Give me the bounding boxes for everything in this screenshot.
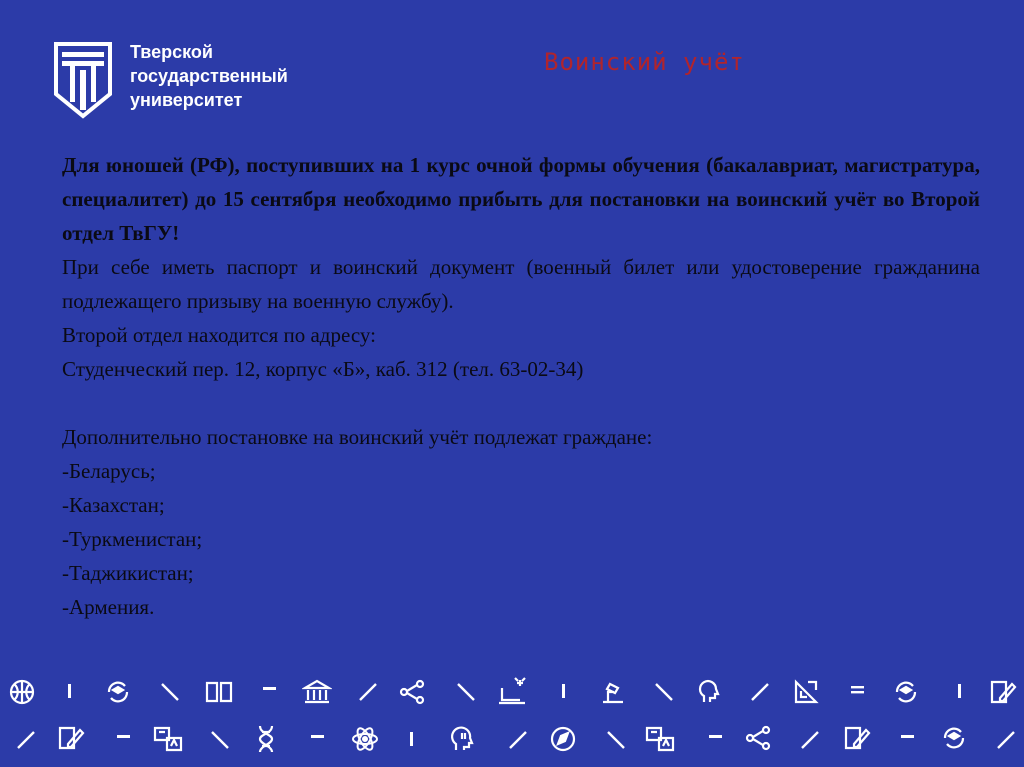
slide-title: Воинский учёт <box>544 48 745 76</box>
mind-icon <box>450 724 478 754</box>
basketball-icon <box>8 678 36 706</box>
decorative-icon-pattern <box>0 668 1024 767</box>
minus-icon <box>310 732 326 742</box>
minus-icon <box>116 732 132 742</box>
slash-icon <box>14 728 38 752</box>
dash-icon <box>66 682 74 702</box>
building-icon <box>302 678 332 706</box>
country-item: -Армения. <box>62 595 155 619</box>
refresh-cap-icon <box>104 678 132 706</box>
icon-row-top <box>0 674 1024 714</box>
slash-icon <box>158 680 182 704</box>
laptop-idea-icon <box>496 676 530 708</box>
refresh-cap-icon <box>892 678 920 706</box>
translate-icon <box>644 724 676 754</box>
slide-content <box>62 148 980 624</box>
address-intro: Второй отдел находится по адресу: <box>62 323 376 347</box>
edit-document-icon <box>56 724 86 752</box>
icon-row-bottom <box>0 722 1024 762</box>
edit-document-icon <box>988 678 1018 706</box>
slash-icon <box>994 728 1018 752</box>
refresh-cap-icon <box>940 724 968 752</box>
slash-icon <box>748 680 772 704</box>
slash-icon <box>208 728 232 752</box>
minus-icon <box>708 732 724 742</box>
network-icon <box>398 678 428 706</box>
ruler-grid-icon <box>792 678 822 706</box>
edit-document-icon <box>842 724 872 752</box>
country-item: -Казахстан; <box>62 493 165 517</box>
equals-icon <box>850 684 866 696</box>
country-item: -Таджикистан; <box>62 561 194 585</box>
country-item: -Беларусь; <box>62 459 156 483</box>
slash-icon <box>506 728 530 752</box>
spacer <box>62 386 980 420</box>
country-item: -Туркменистан; <box>62 527 203 551</box>
logo-line-3: университет <box>130 90 243 110</box>
slash-icon <box>604 728 628 752</box>
logo-line-1: Тверской <box>130 42 213 62</box>
documents-note: При себе иметь паспорт и воинский документ (военный билет или удостоверение гражданина подлежащего призыву на военную службу). <box>62 255 980 313</box>
slash-icon <box>356 680 380 704</box>
dash-icon <box>408 730 416 750</box>
logo-text <box>130 40 288 112</box>
additional-intro: Дополнительно постановке на воинский учёт подлежат граждане: <box>62 425 653 449</box>
dash-icon <box>560 682 568 702</box>
microscope-icon <box>598 678 628 706</box>
atom-icon <box>350 724 380 754</box>
slash-icon <box>798 728 822 752</box>
tvgu-logo-icon <box>52 38 114 120</box>
slash-icon <box>454 680 478 704</box>
head-icon <box>696 678 724 706</box>
dash-icon <box>956 682 964 702</box>
compass-icon <box>548 724 578 754</box>
translate-icon <box>152 724 184 754</box>
address-line: Студенческий пер. 12, корпус «Б», каб. 312 (тел. 63-02-34) <box>62 357 584 381</box>
logo-line-2: государственный <box>130 66 288 86</box>
minus-icon <box>262 684 278 694</box>
dna-icon <box>254 724 278 754</box>
university-logo <box>52 38 288 120</box>
slash-icon <box>652 680 676 704</box>
book-icon <box>204 678 234 706</box>
minus-icon <box>900 732 916 742</box>
registration-notice: Для юношей (РФ), поступивших на 1 курс очной формы обучения (бакалавриат, магистратура, специалитет) до 15 сентября необходимо прибыть для постановки на воинский учёт во Второй отдел ТвГУ! <box>62 153 980 245</box>
network-icon <box>744 724 774 752</box>
